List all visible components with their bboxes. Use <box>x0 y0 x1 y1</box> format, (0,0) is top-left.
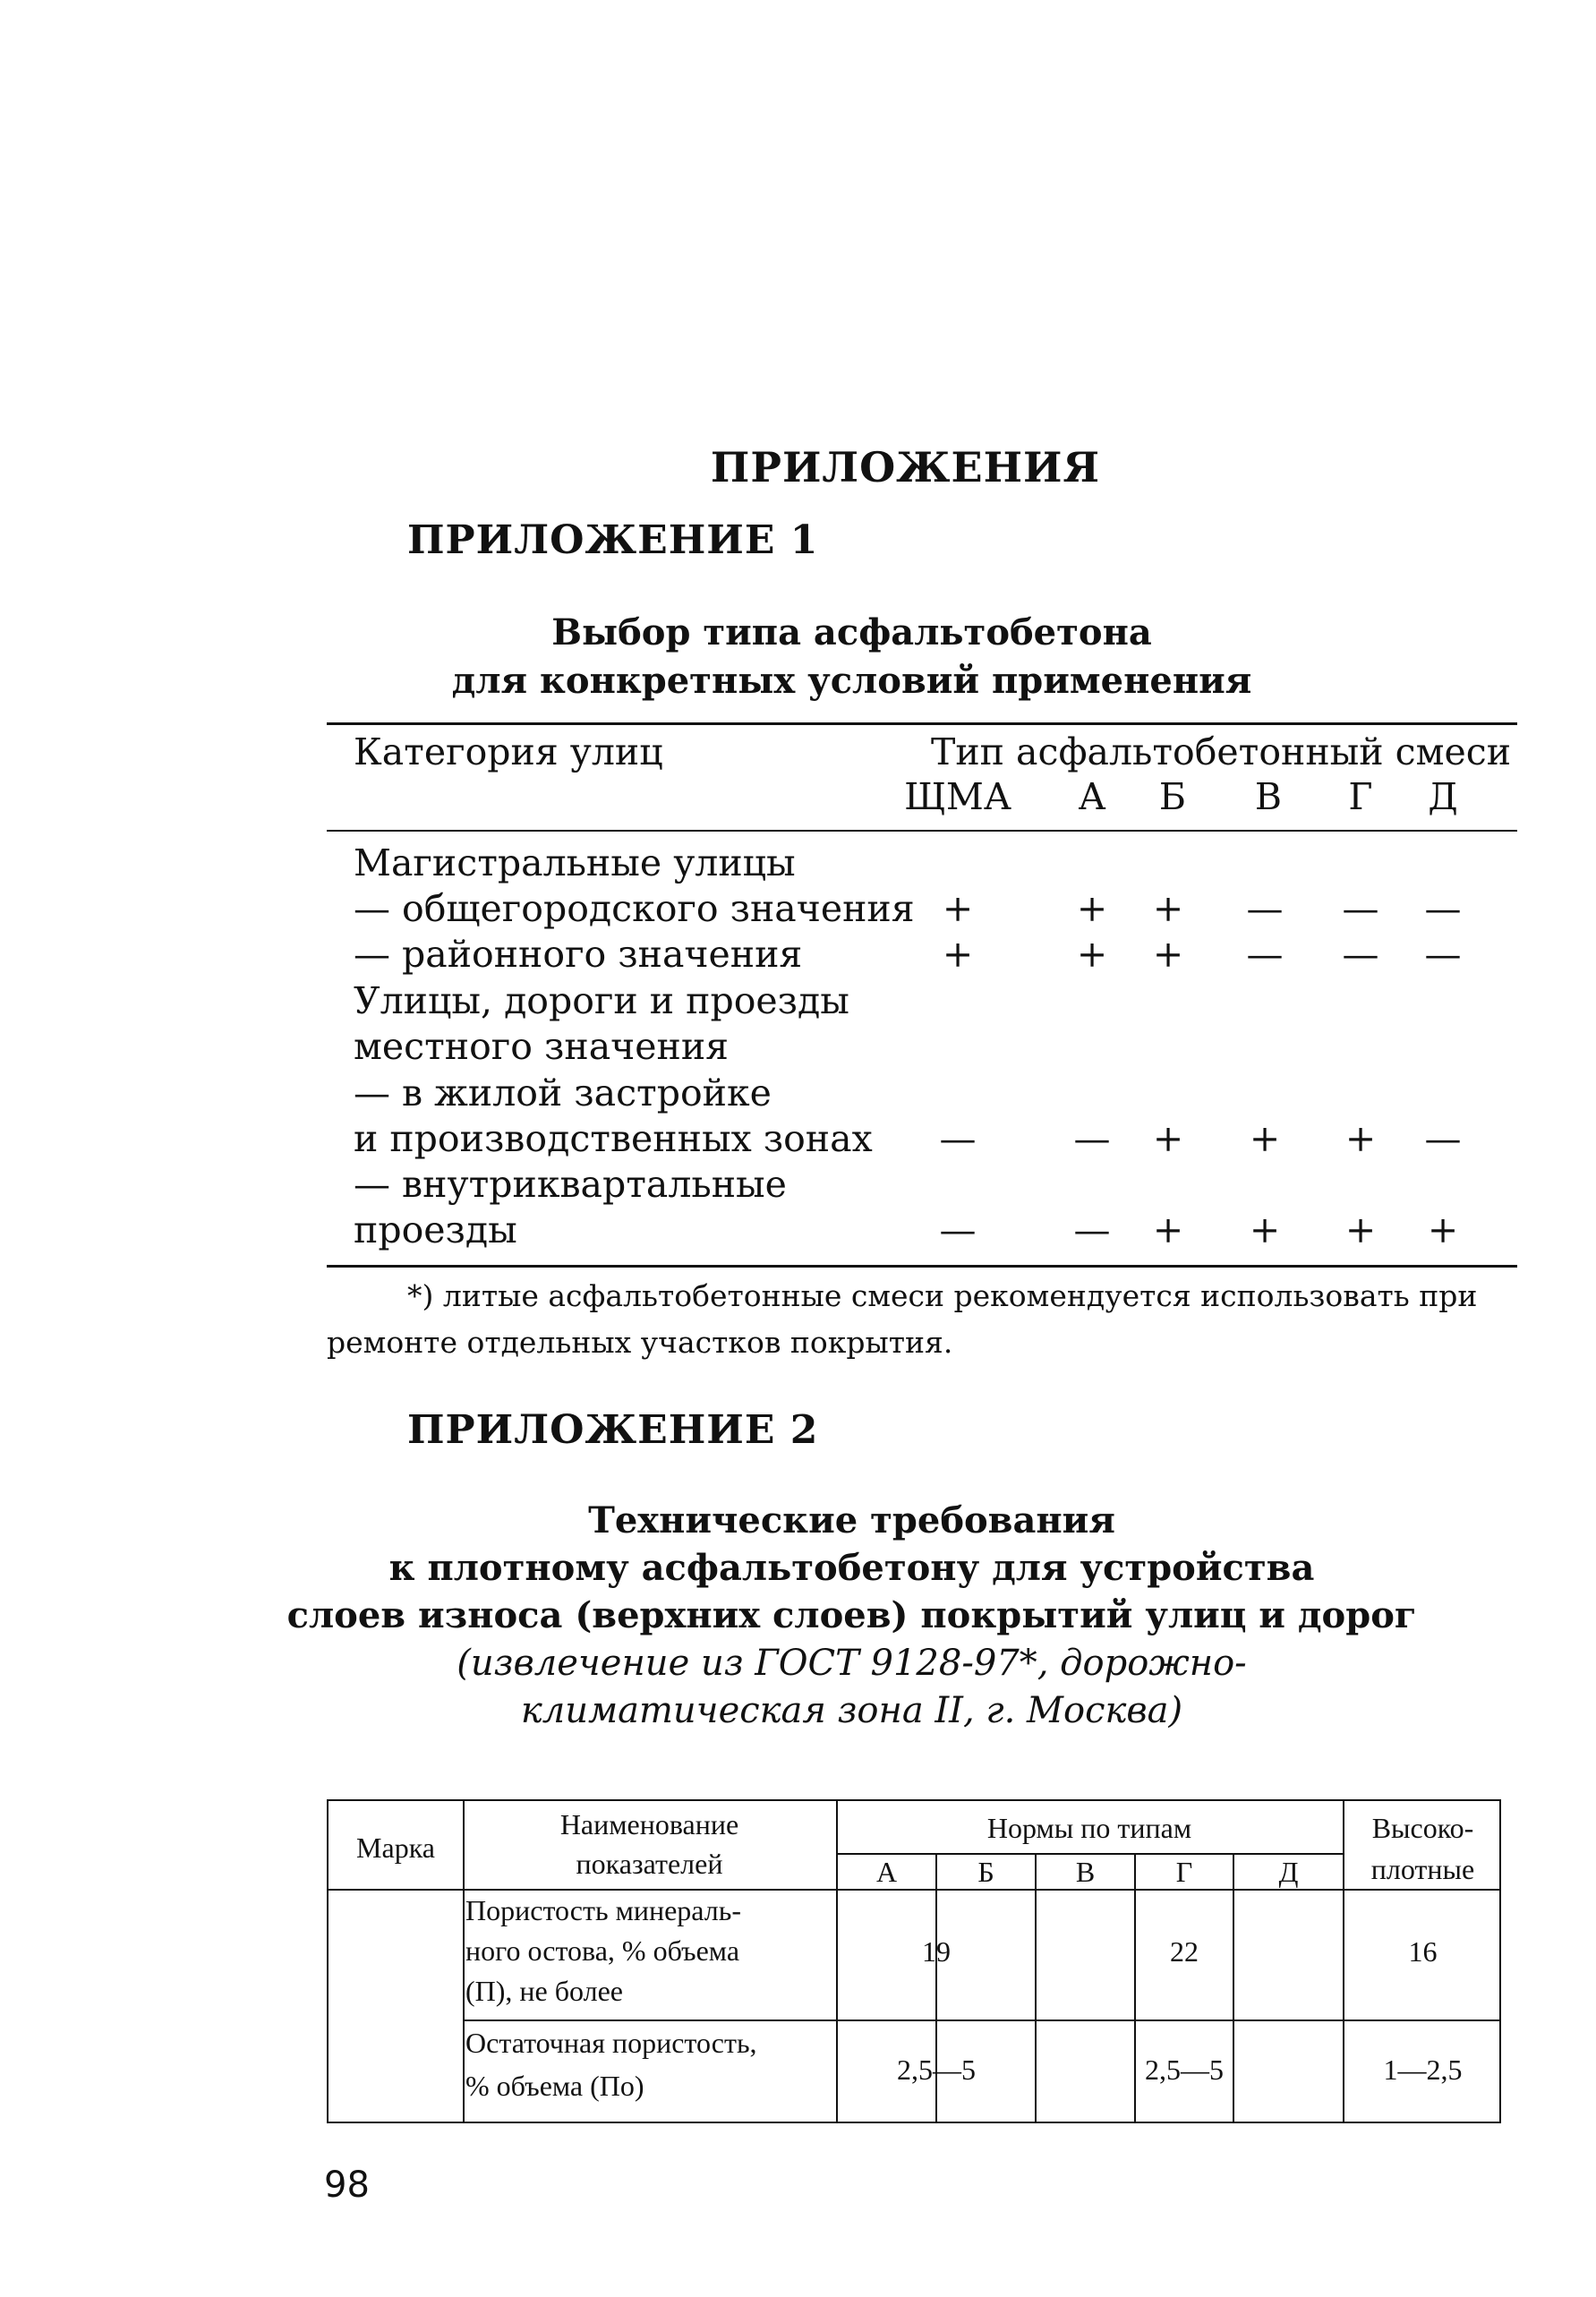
table2-type-header: Д <box>1278 1856 1299 1888</box>
table-cell: + <box>1344 1208 1377 1251</box>
table-cell: + <box>942 933 974 976</box>
table2-title-line1: Технические требования <box>588 1499 1115 1541</box>
page-number: 98 <box>324 2165 370 2206</box>
table1-col-header: В <box>1254 775 1283 818</box>
table-cell: — <box>1424 933 1462 976</box>
table-row-label: местного значения <box>354 1025 730 1068</box>
table1-col-header: Д <box>1428 775 1458 818</box>
table2-row-name: % объема (По) <box>465 2070 644 2102</box>
table-cell: — <box>1246 887 1284 930</box>
table-row-label: проезды <box>354 1208 517 1251</box>
table2 <box>327 1799 1501 2123</box>
table2-type-header: Б <box>977 1856 994 1888</box>
table-cell: + <box>1427 1208 1459 1251</box>
footnote-line2: ремонте отдельных участков покрытия. <box>327 1325 953 1360</box>
table-cell: + <box>1152 933 1184 976</box>
footnote-line1: *) литые асфальтобетонные смеси рекомендуется использовать при <box>407 1278 1478 1313</box>
table-row-label: — районного значения <box>354 933 803 976</box>
table-cell: — <box>939 1117 977 1160</box>
table2-cell-dense: 16 <box>1408 1935 1438 1968</box>
page-title: ПРИЛОЖЕНИЯ <box>710 443 1101 491</box>
table-cell: + <box>1344 1117 1377 1160</box>
table-cell: + <box>1152 887 1184 930</box>
table2-grid-line <box>1233 1855 1234 2122</box>
table2-title-line2: к плотному асфальтобетону для устройства <box>388 1547 1315 1589</box>
table2-subtitle-line2: климатическая зона II, г. Москва) <box>520 1690 1183 1731</box>
table2-cell-ab: 2,5—5 <box>897 2054 976 2086</box>
table1-top-rule <box>327 722 1517 725</box>
table2-type-header: А <box>875 1856 898 1888</box>
table2-title-line3: слоев износа (верхних слоев) покрытий улиц и дорог <box>286 1594 1417 1636</box>
table2-cell-g: 2,5—5 <box>1145 2054 1224 2086</box>
table1-title-line2: для конкретных условий применения <box>451 660 1252 702</box>
table1-col-header: Г <box>1348 775 1373 818</box>
table1-header-category: Категория улиц <box>354 730 663 773</box>
table-cell: — <box>1073 1117 1111 1160</box>
table-row-label: Улицы, дороги и проезды <box>354 979 849 1022</box>
table2-row-name: Пористость минераль- <box>465 1894 741 1926</box>
table2-row-name: Остаточная пористость, <box>465 2027 757 2059</box>
table-cell: + <box>1249 1117 1281 1160</box>
table2-type-header: Г <box>1175 1856 1193 1888</box>
table2-row-name: (П), не более <box>465 1975 623 2007</box>
table-cell: — <box>1342 933 1379 976</box>
table2-subtitle-line1: (извлечение из ГОСТ 9128-97*, дорожно- <box>457 1643 1247 1684</box>
table1-bottom-rule <box>327 1265 1517 1268</box>
table2-cell-g: 22 <box>1170 1935 1199 1968</box>
table2-header-name-line1: Наименование <box>559 1808 739 1840</box>
table-row-label: — в жилой застройке <box>354 1072 772 1114</box>
table-cell: + <box>1249 1208 1281 1251</box>
table-cell: + <box>1076 887 1108 930</box>
table2-type-header: В <box>1075 1856 1096 1888</box>
table2-header-dense-line2: плотные <box>1370 1853 1475 1885</box>
table-cell: — <box>1424 1117 1462 1160</box>
table-cell: — <box>1342 887 1379 930</box>
table2-header-norms: Нормы по типам <box>986 1812 1192 1844</box>
table2-header-name-line2: показателей <box>576 1848 723 1880</box>
table1-col-header: ЩМА <box>904 775 1011 818</box>
table1-col-header: А <box>1078 775 1106 818</box>
table1-col-header: Б <box>1158 775 1187 818</box>
table-cell: + <box>1152 1117 1184 1160</box>
table2-header-mark: Марка <box>356 1832 435 1864</box>
table2-grid-line <box>329 1889 1501 1891</box>
table-cell: — <box>1246 933 1284 976</box>
table-cell: + <box>942 887 974 930</box>
table-row-label: — внутриквартальные <box>354 1163 787 1206</box>
appendix-2-heading: ПРИЛОЖЕНИЕ 2 <box>407 1407 819 1453</box>
table-cell: — <box>1424 887 1462 930</box>
table2-header-dense-line1: Высоко- <box>1371 1812 1474 1844</box>
table-row-label: — общегородского значения <box>354 887 915 930</box>
table-row-label: Магистральные улицы <box>354 841 796 884</box>
table1-header-rule <box>327 830 1517 832</box>
table2-grid-line <box>1035 1855 1037 2122</box>
table2-grid-line <box>836 1853 1343 1855</box>
table-row-label: и производственных зонах <box>354 1117 873 1160</box>
appendix-1-heading: ПРИЛОЖЕНИЕ 1 <box>407 517 819 563</box>
table1-header-type: Тип асфальтобетонный смеси <box>931 730 1512 773</box>
table2-grid-line <box>463 2019 1501 2021</box>
table-cell: — <box>939 1208 977 1251</box>
table-cell: + <box>1076 933 1108 976</box>
table2-cell-ab: 19 <box>922 1935 951 1968</box>
table2-row-name: ного остова, % объема <box>465 1934 740 1967</box>
table-cell: + <box>1152 1208 1184 1251</box>
table-cell: — <box>1073 1208 1111 1251</box>
table1-title-line1: Выбор типа асфальтобетона <box>551 611 1152 653</box>
table2-cell-dense: 1—2,5 <box>1383 2054 1463 2086</box>
